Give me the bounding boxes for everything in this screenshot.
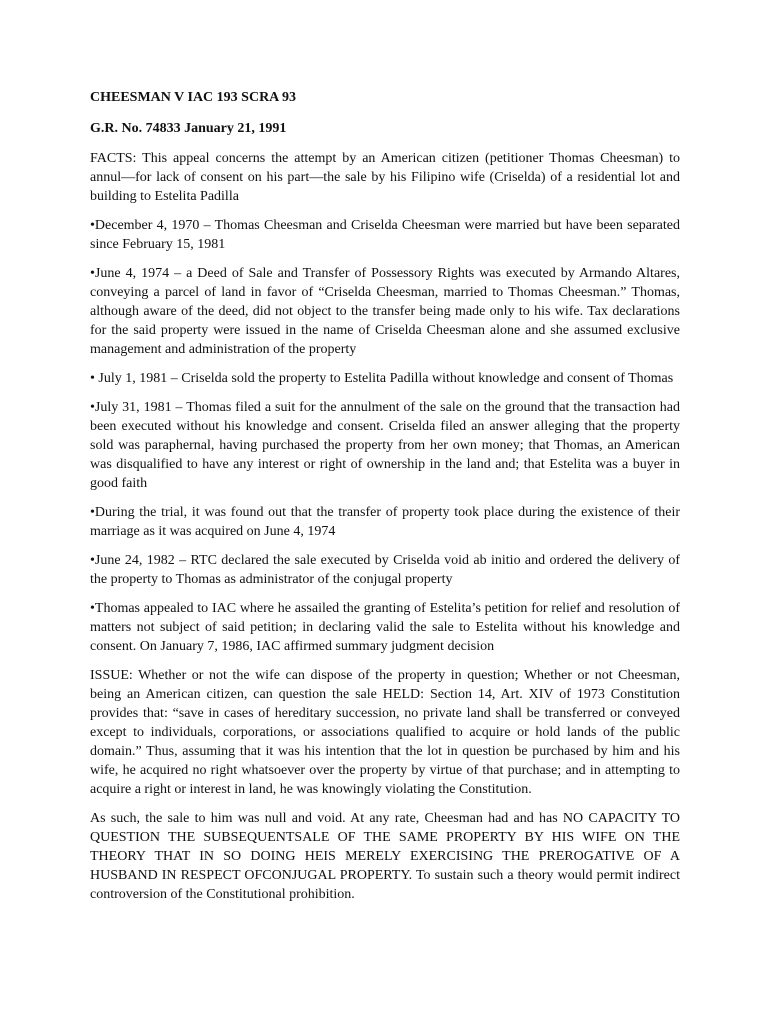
fact-iac-appeal-paragraph: •Thomas appealed to IAC where he assailed the granting of Estelita’s petition for relief and resolution of matters not subject of said petition; in declaring valid the sale to Estelita without his knowledge and consent. On January 7, 1986, IAC affirmed summary judgment decision bbox=[90, 601, 680, 654]
fact-trial-finding-paragraph: •During the trial, it was found out that the transfer of property took place during the existence of their marriage as it was acquired on June 4, 1974 bbox=[90, 505, 680, 539]
document-page bbox=[90, 88, 680, 914]
conclusion-paragraph: As such, the sale to him was null and void. At any rate, Cheesman had and has NO CAPACITY TO QUESTION THE SUBSEQUENTSALE OF THE SAME PROPERTY BY HIS WIFE ON THE THEORY THAT IN SO DOING HEIS MERELY EXERCISING THE PREROGATIVE OF A HUSBAND IN RESPECT OFCONJUGAL PROPERTY. To sustain such a theory would permit indirect controversion of the Constitutional prohibition. bbox=[90, 811, 680, 902]
fact-rtc-decision-paragraph: •June 24, 1982 – RTC declared the sale executed by Criselda void ab initio and ordered the delivery of the property to Thomas as administrator of the conjugal property bbox=[90, 553, 680, 587]
gr-number: G.R. No. 74833 January 21, 1991 bbox=[90, 121, 287, 136]
facts-paragraph: FACTS: This appeal concerns the attempt by an American citizen (petitioner Thomas Cheesman) to annul—for lack of consent on his part—the sale by his Filipino wife (Criselda) of a residential lot and building to Estelita Padilla bbox=[90, 151, 680, 204]
issue-held-paragraph: ISSUE: Whether or not the wife can dispose of the property in question; Whether or not Cheesman, being an American citizen, can question the sale HELD: Section 14, Art. XIV of 1973 Constitution provides that: “save in cases of hereditary succession, no private land shall be transferred or conveyed except to individuals, corporations, or associations qualified to acquire or hold lands of the public domain.” Thus, assuming that it was his intention that the lot in question be purchased by him and his wife, he acquired no right whatsoever over the property by virtue of that purchase; and in attempting to acquire a right or interest in land, he was knowingly violating the Constitution. bbox=[90, 668, 680, 797]
fact-marriage-paragraph: •December 4, 1970 – Thomas Cheesman and Criselda Cheesman were married but have been separated since February 15, 1981 bbox=[90, 218, 680, 252]
fact-annulment-suit-paragraph: •July 31, 1981 – Thomas filed a suit for the annulment of the sale on the ground that the transaction had been executed without his knowledge and consent. Criselda filed an answer alleging that the property sold was paraphernal, having purchased the property from her own money; that Thomas, an American was disqualified to have any interest or right of ownership in the land and; that Estelita was a buyer in good faith bbox=[90, 400, 680, 491]
fact-sale-to-padilla-paragraph: • July 1, 1981 – Criselda sold the property to Estelita Padilla without knowledge and consent of Thomas bbox=[90, 371, 674, 386]
fact-deed-of-sale-paragraph: •June 4, 1974 – a Deed of Sale and Transfer of Possessory Rights was executed by Armando Altares, conveying a parcel of land in favor of “Criselda Cheesman, married to Thomas Cheesman.” Thomas, although aware of the deed, did not object to the transfer being made only to his wife. Tax declarations for the said property were issued in the name of Criselda Cheesman alone and she assumed exclusive management and administration of the property bbox=[90, 266, 680, 357]
case-title: CHEESMAN V IAC 193 SCRA 93 bbox=[90, 90, 297, 105]
